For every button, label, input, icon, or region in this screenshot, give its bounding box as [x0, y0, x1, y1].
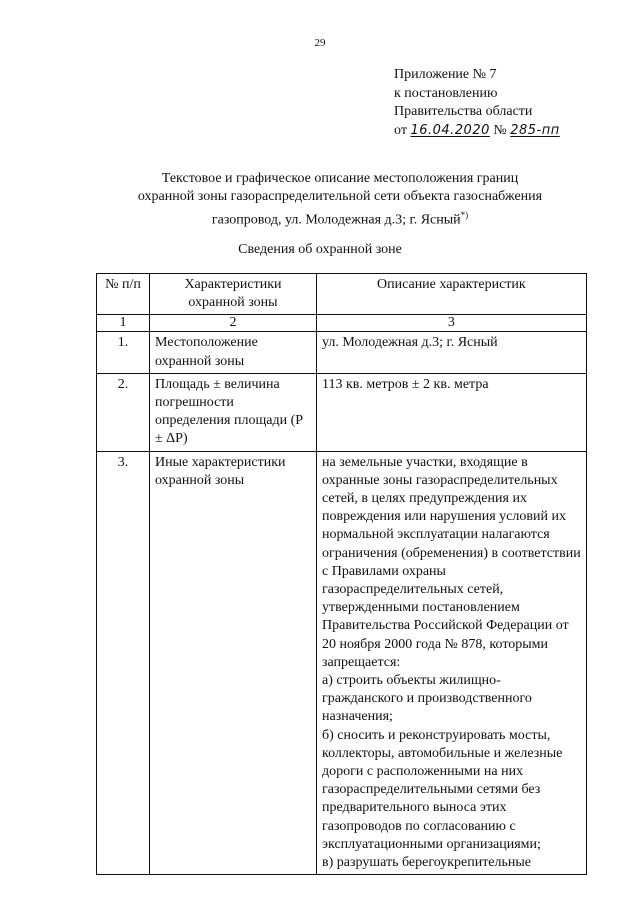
- description-line: охранные зоны газораспределительных: [322, 472, 558, 488]
- description-line: назначения;: [322, 709, 393, 725]
- description-line: а) строить объекты жилищно-: [322, 673, 501, 689]
- description-line: Правительства Российской Федерации от: [322, 618, 569, 634]
- column-number-2: 2: [150, 315, 317, 332]
- column-number-1: 1: [97, 315, 150, 332]
- description-line: повреждения или нарушения условий их: [322, 509, 566, 525]
- row-number: 3.: [97, 451, 150, 875]
- description-line: в) разрушать берегоукрепительные: [322, 855, 532, 871]
- description-line: газораспределительных сетей,: [322, 582, 504, 598]
- header-cell-number: № п/п: [97, 274, 150, 315]
- footnote-mark: *): [460, 210, 469, 220]
- header-cell-characteristic: Характеристики охранной зоны: [150, 274, 317, 315]
- description-line: ограничения (обременения) в соответствии: [322, 545, 581, 561]
- title-line-3: [80, 206, 600, 230]
- appendix-line-3: Правительства области: [394, 104, 533, 119]
- row-characteristic: Иные характеристики охранной зоны: [150, 451, 317, 875]
- description-line: гражданского и производственного: [322, 691, 532, 707]
- row-number: 2.: [97, 373, 150, 451]
- title-line-2: охранной зоны газораспределительной сети объекта газоснабжения: [137, 189, 543, 204]
- description-line: эксплуатационными организациями;: [322, 836, 541, 852]
- handwritten-number: 285-пп: [510, 122, 560, 138]
- description-line: газораспределительными сетями без: [322, 782, 541, 798]
- appendix-block: [394, 66, 560, 140]
- header-row: [97, 274, 587, 315]
- table-row: [97, 451, 587, 875]
- appendix-line-1: Приложение № 7: [394, 67, 497, 82]
- row-description-multiline: [317, 451, 587, 875]
- description-line: с Правилами охраны: [322, 563, 446, 579]
- row-characteristic: Местоположение охранной зоны: [150, 332, 317, 373]
- description-line: сетей, в целях предупреждения их: [322, 491, 527, 507]
- row-characteristic: Площадь ± величина погрешности определения площади (P ± ΔP): [150, 373, 317, 451]
- description-line: предварительного выноса этих: [322, 800, 507, 816]
- description-line: коллекторы, автомобильные и железные: [322, 745, 563, 761]
- handwritten-date: 16.04.2020: [410, 122, 490, 138]
- table-row: [97, 373, 587, 451]
- appendix-line-2: к постановлению: [394, 85, 498, 101]
- number-sign: №: [493, 122, 507, 138]
- description-line: б) сносить и реконструировать мосты,: [322, 727, 551, 743]
- page-number: 29: [314, 37, 326, 49]
- description-line: нормальной эксплуатации налагаются: [322, 527, 550, 543]
- description-line: утвержденными постановлением: [322, 600, 520, 616]
- column-number-3: 3: [317, 315, 587, 332]
- date-prefix: от: [394, 122, 407, 138]
- title-line-1: Текстовое и графическое описание местоположения границ: [161, 171, 519, 186]
- title-line-3-text: газопровод, ул. Молодежная д.3; г. Ясный: [211, 212, 461, 228]
- description-line: дороги с расположенными на них: [322, 764, 524, 780]
- description-line: 20 ноября 2000 года № 878, которыми: [322, 636, 549, 652]
- table-row: [97, 332, 587, 373]
- row-description: ул. Молодежная д.3; г. Ясный: [317, 332, 587, 373]
- header-cell-description: Описание характеристик: [317, 274, 587, 315]
- appendix-date-line: [394, 122, 560, 141]
- section-subtitle: Сведения об охранной зоне: [238, 242, 402, 257]
- document-title: [80, 170, 600, 230]
- description-line: запрещается:: [322, 654, 401, 670]
- column-number-row: [97, 315, 587, 332]
- row-number: 1.: [97, 332, 150, 373]
- row-description: 113 кв. метров ± 2 кв. метра: [317, 373, 587, 451]
- description-line: газопроводов по согласованию с: [322, 818, 516, 834]
- description-line: на земельные участки, входящие в: [322, 454, 528, 470]
- protection-zone-table: [96, 273, 587, 875]
